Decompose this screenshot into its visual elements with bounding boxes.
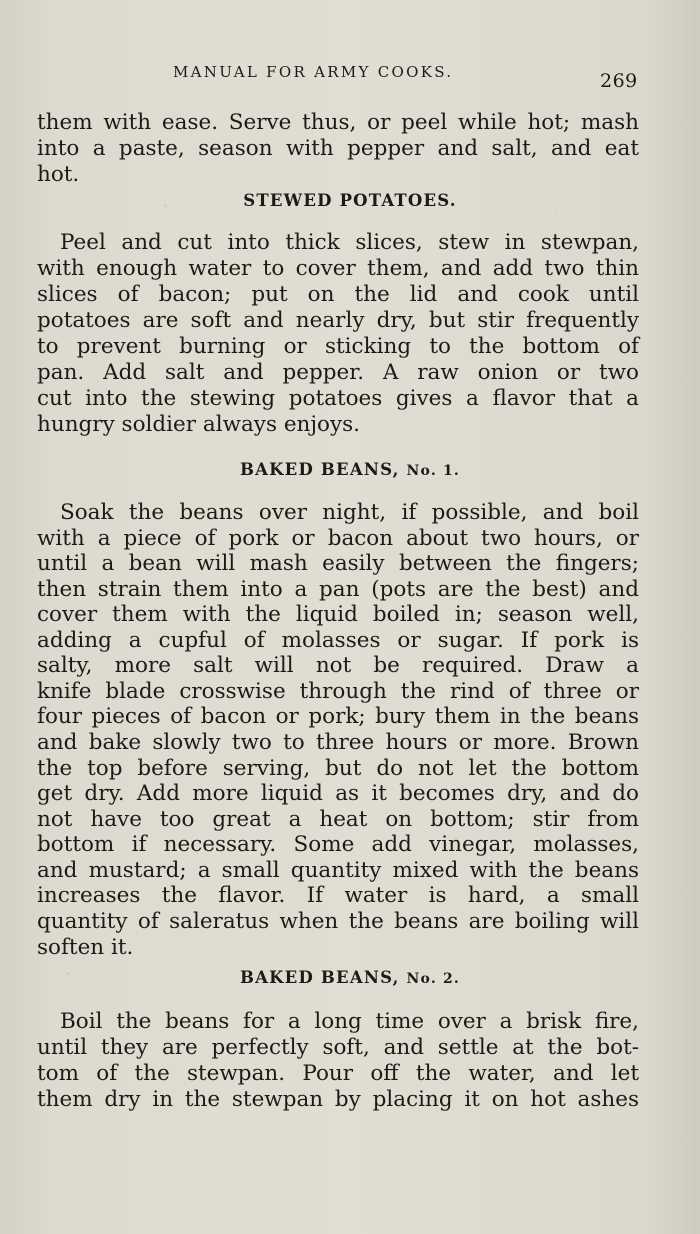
text-line: to prevent burning or sticking to the bottom of	[37, 334, 639, 359]
text-line: quantity of saleratus when the beans are boiling will	[37, 909, 639, 934]
text-line: not have too great a heat on bottom; stir from	[37, 807, 639, 832]
heading-title: BAKED BEANS,	[239, 968, 400, 987]
heading-number: No. 2.	[406, 971, 460, 987]
text-line: Boil the beans for a long time over a brisk fire,	[60, 1009, 639, 1034]
text-line: adding a cupful of molasses or sugar. If pork is	[37, 628, 639, 653]
paper-speck	[555, 212, 557, 214]
paper-speck	[164, 204, 167, 207]
text-line: with a piece of pork or bacon about two hours, or	[37, 526, 639, 551]
section-heading-baked-beans-2	[0, 968, 700, 987]
text-line: the top before serving, but do not let the bottom	[37, 756, 639, 781]
text-line: until they are perfectly soft, and settle at the bot-	[37, 1035, 639, 1060]
heading-title: BAKED BEANS,	[239, 460, 400, 479]
text-line: slices of bacon; put on the lid and cook until	[37, 282, 639, 307]
text-line: potatoes are soft and nearly dry, but stir frequently	[37, 308, 639, 333]
section-heading-baked-beans-1	[0, 460, 700, 479]
text-line: them dry in the stewpan by placing it on hot ashes	[37, 1087, 639, 1112]
text-line: until a bean will mash easily between the fingers;	[37, 551, 639, 576]
text-line: Soak the beans over night, if possible, and boil	[60, 500, 639, 525]
text-line: cover them with the liquid boiled in; season well,	[37, 602, 639, 627]
text-line: get dry. Add more liquid as it becomes dry, and do	[37, 781, 639, 806]
text-line: soften it.	[37, 935, 134, 960]
text-line: with enough water to cover them, and add two thin	[37, 256, 639, 281]
text-line: salty, more salt will not be required. Draw a	[37, 653, 639, 678]
text-line: four pieces of bacon or pork; bury them in the beans	[37, 704, 639, 729]
text-line: hungry soldier always enjoys.	[37, 412, 361, 437]
text-line: increases the flavor. If water is hard, a small	[37, 883, 639, 908]
text-line: tom of the stewpan. Pour off the water, and let	[37, 1061, 639, 1086]
text-line: and bake slowly two to three hours or more. Brown	[37, 730, 639, 755]
text-line: hot.	[37, 162, 80, 187]
text-line: into a paste, season with pepper and salt, and eat	[37, 136, 639, 161]
text-line: then strain them into a pan (pots are the best) and	[37, 577, 639, 602]
text-line: pan. Add salt and pepper. A raw onion or two	[37, 360, 639, 385]
text-line: them with ease. Serve thus, or peel while hot; mash	[37, 110, 639, 135]
text-line: Peel and cut into thick slices, stew in stewpan,	[60, 230, 639, 255]
text-line: cut into the stewing potatoes gives a flavor that a	[37, 386, 639, 411]
text-line: knife blade crosswise through the rind of three or	[37, 679, 639, 704]
heading-number: No. 1.	[406, 463, 460, 479]
paper-speck	[66, 972, 69, 975]
running-head: MANUAL FOR ARMY COOKS.	[173, 63, 454, 81]
text-line: and mustard; a small quantity mixed with the beans	[37, 858, 639, 883]
page-number: 269	[600, 70, 638, 92]
section-heading-stewed-potatoes: STEWED POTATOES.	[243, 191, 457, 210]
text-line: bottom if necessary. Some add vinegar, molasses,	[37, 832, 639, 857]
